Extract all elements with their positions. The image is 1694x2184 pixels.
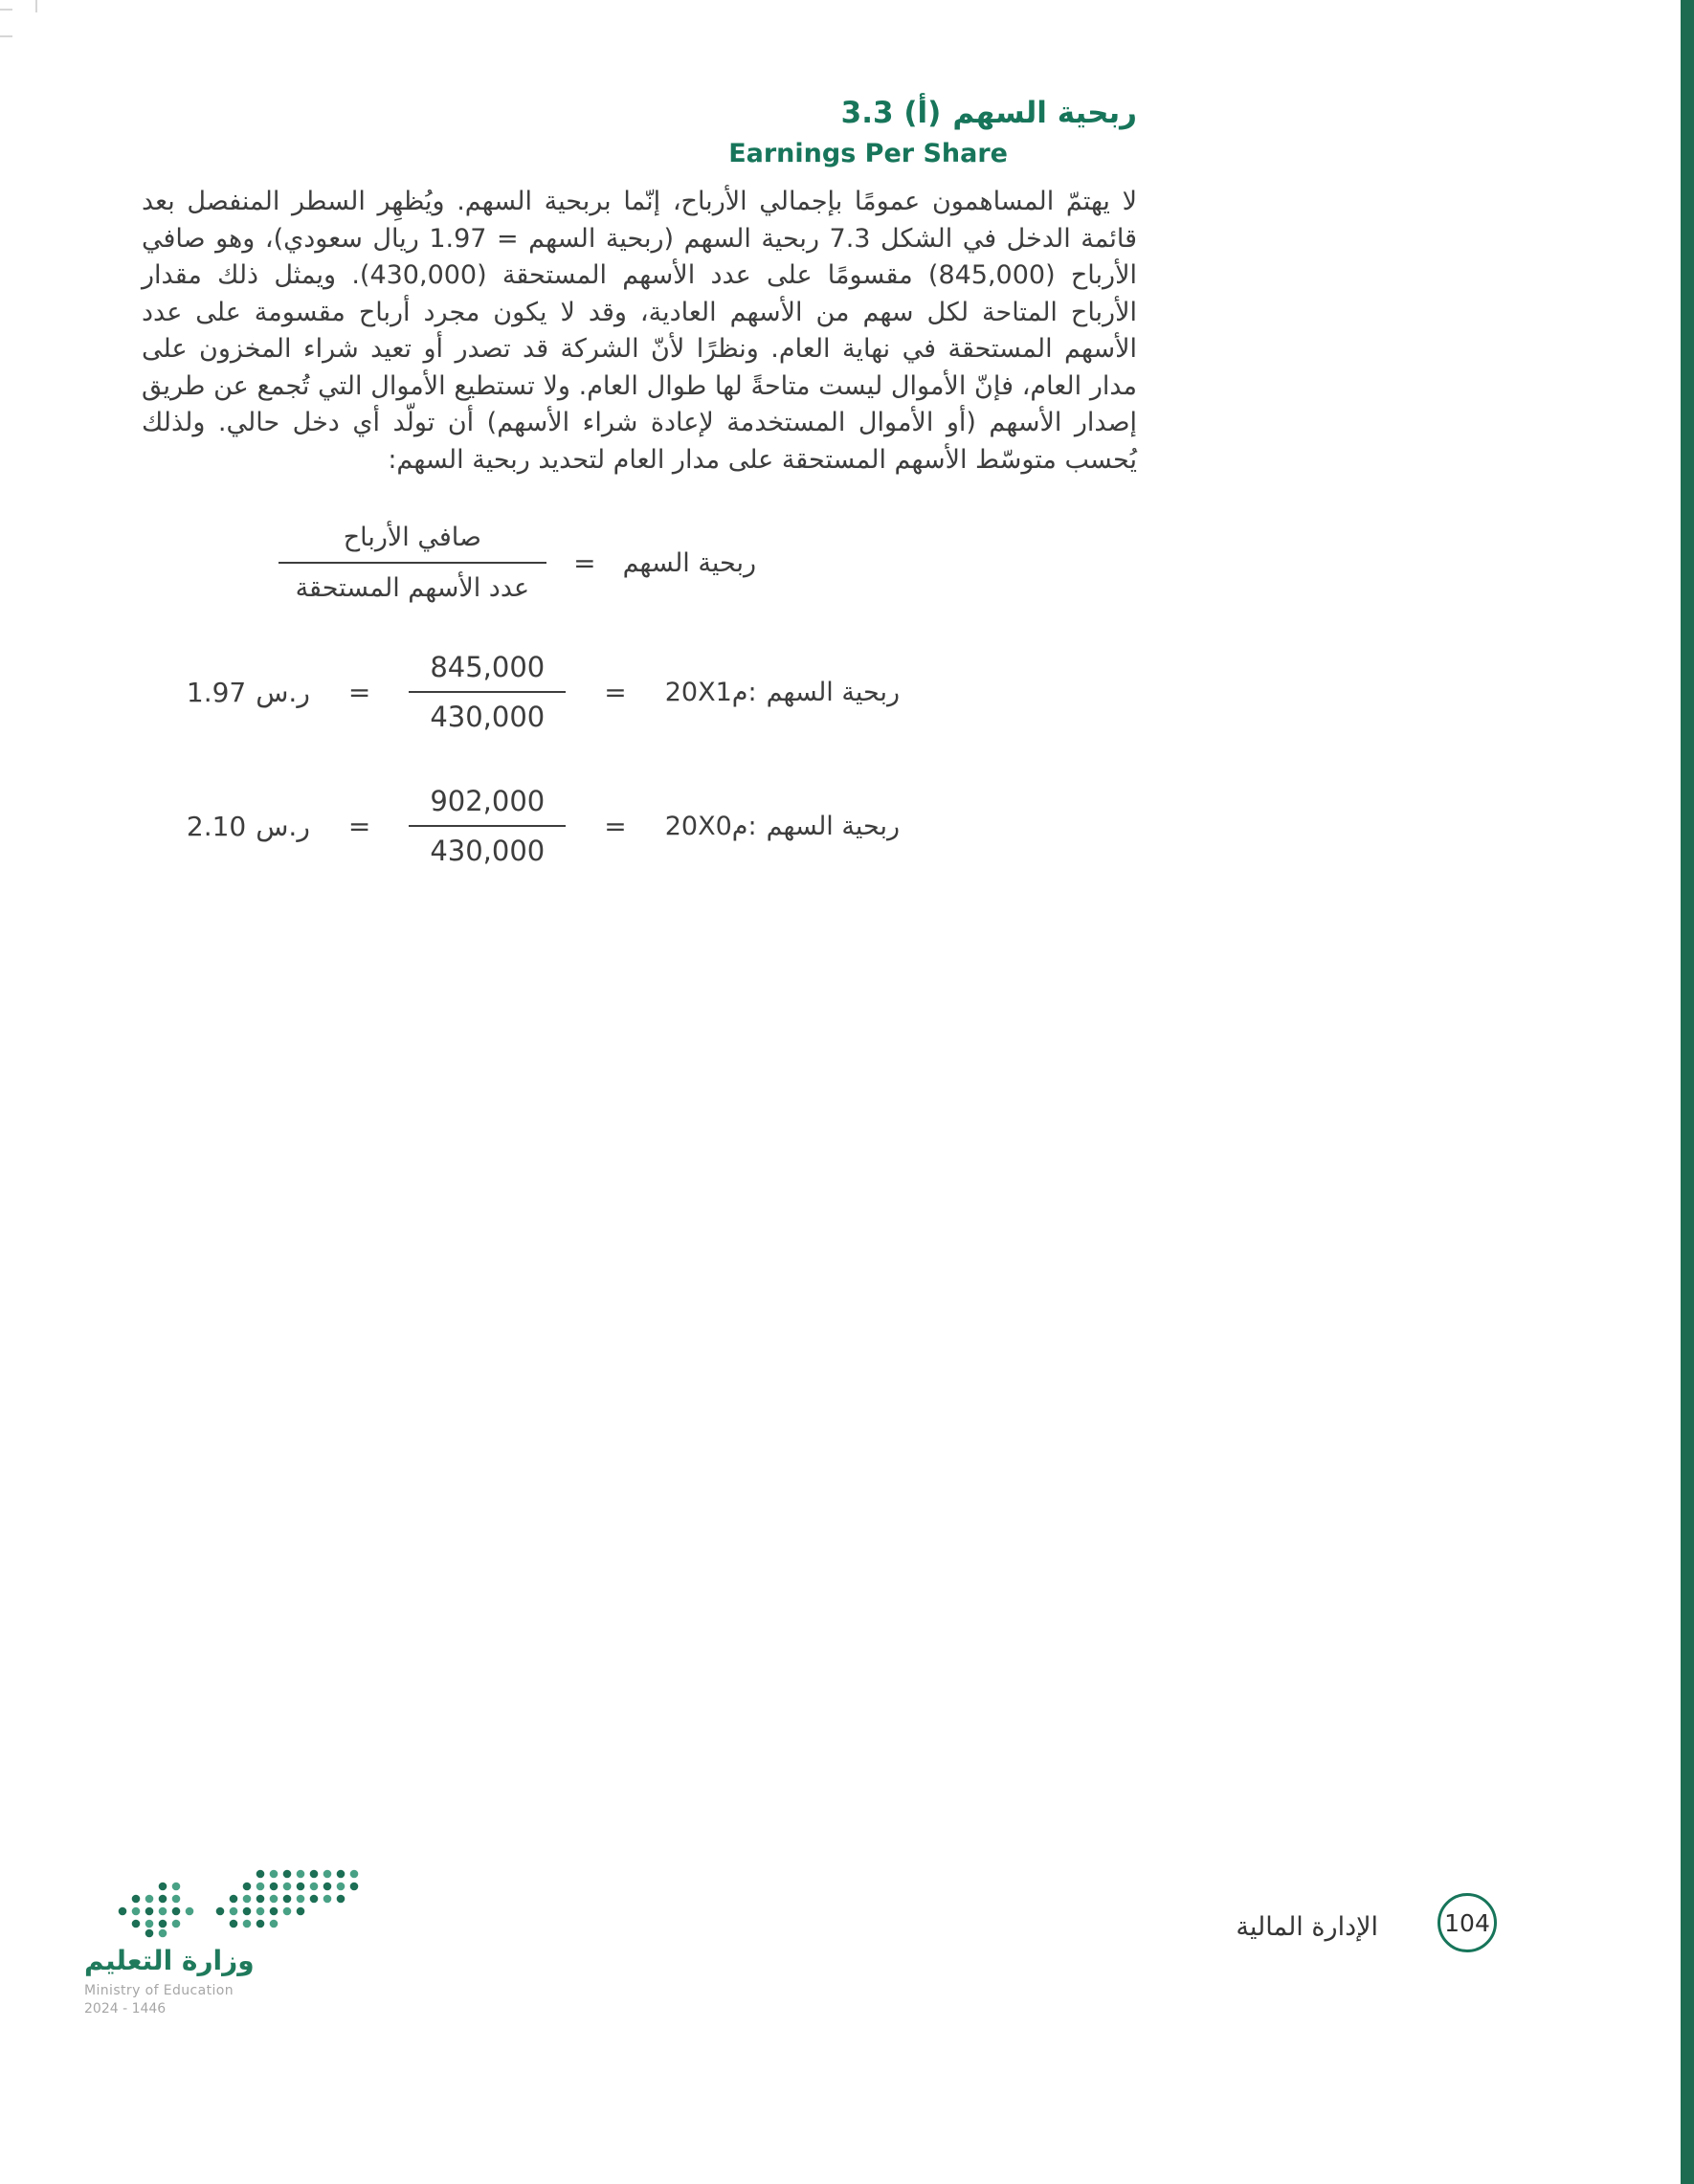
body-paragraph: لا يهتمّ المساهمون عمومًا بإجمالي الأرباح، إنّما بربحية السهم. ويُظهِر السطر المنفصل بعد قائمة الدخل في الشكل 7.3 ربحية السهم (ربحية السهم = 1.97 ريال سعودي)، وهو صافي الأرباح (845,000) مقسومًا على عدد الأسهم المستحقة (430,000). ويمثل ذلك مقدار الأرباح المتاحة لكل سهم من الأسهم العادية، وقد لا يكون مجرد أرباح مقسومة على عدد الأسهم المستحقة في نهاية العام. ونظرًا لأنّ الشركة قد تصدر أو تعيد شراء المخزون على مدار العام، فإنّ الأموال ليست متاحةً لها طوال العام. ولا تستطيع الأموال التي تُجمع عن طريق إصدار الأسهم (أو الأموال المستخدمة لإعادة شراء الأسهم) أن تولّد أي دخل حالي. ولذلك يُحسب متوسّط الأسهم المستحقة على مدار العام لتحديد ربحية السهم: bbox=[142, 187, 1137, 475]
eps-formula bbox=[279, 523, 756, 603]
equals-sign: = bbox=[347, 676, 371, 708]
formula-lhs: ربحية السهم bbox=[622, 547, 756, 578]
equals-sign: = bbox=[604, 676, 627, 708]
currency-unit: ر.س bbox=[256, 676, 310, 708]
calc-fraction bbox=[409, 785, 566, 867]
calc-label bbox=[665, 812, 900, 841]
calc-fraction bbox=[409, 651, 566, 733]
calc-label-year: 20X0م: bbox=[664, 811, 757, 841]
calc-result bbox=[187, 677, 310, 708]
currency-unit: ر.س bbox=[256, 810, 310, 842]
eps-calculation-20x1 bbox=[187, 651, 900, 733]
section-title-line bbox=[142, 96, 1137, 130]
formula-fraction bbox=[279, 523, 547, 603]
ministry-name-arabic: وزارة التعليم bbox=[84, 1945, 255, 1976]
calc-label-text: ربحية السهم bbox=[766, 811, 900, 841]
result-value: 2.10 bbox=[186, 810, 247, 842]
equals-sign: = bbox=[573, 546, 596, 579]
calc-label-year: 20X1م: bbox=[664, 677, 757, 707]
page-number-badge bbox=[1438, 1893, 1497, 1952]
ministry-logo-years: 2024 - 1446 bbox=[84, 2001, 167, 2017]
fraction-denominator: عدد الأسهم المستحقة bbox=[279, 562, 547, 603]
page-number: 104 bbox=[1444, 1908, 1490, 1937]
fraction-denominator: 430,000 bbox=[409, 825, 566, 867]
section-number: 3.3 (أ) bbox=[840, 96, 942, 130]
section-title-english: Earnings Per Share bbox=[728, 139, 1008, 168]
equals-sign: = bbox=[604, 810, 627, 842]
equals-sign: = bbox=[347, 810, 371, 842]
fraction-numerator: صافي الأرباح bbox=[343, 523, 481, 552]
fraction-numerator: 902,000 bbox=[430, 785, 546, 817]
calc-label bbox=[665, 678, 900, 707]
page-content bbox=[142, 0, 1137, 867]
result-value: 1.97 bbox=[186, 676, 247, 708]
ministry-logo bbox=[84, 1866, 371, 2017]
calc-label-text: ربحية السهم bbox=[766, 677, 900, 707]
section-heading bbox=[142, 0, 1137, 168]
fraction-denominator: 430,000 bbox=[409, 691, 566, 733]
crop-mark bbox=[0, 9, 12, 11]
crop-mark bbox=[35, 0, 37, 12]
section-title-arabic: ربحية السهم bbox=[952, 96, 1137, 130]
eps-calculation-20x0 bbox=[187, 785, 900, 867]
crop-mark bbox=[0, 35, 12, 37]
calc-result bbox=[187, 811, 310, 842]
fraction-numerator: 845,000 bbox=[430, 651, 546, 683]
ministry-name-english: Ministry of Education bbox=[84, 1983, 234, 1998]
page-edge-strip bbox=[1681, 0, 1694, 2184]
ministry-logo-dots-icon bbox=[117, 1866, 368, 1939]
footer-subject-label: الإدارة المالية bbox=[1236, 1912, 1378, 1942]
